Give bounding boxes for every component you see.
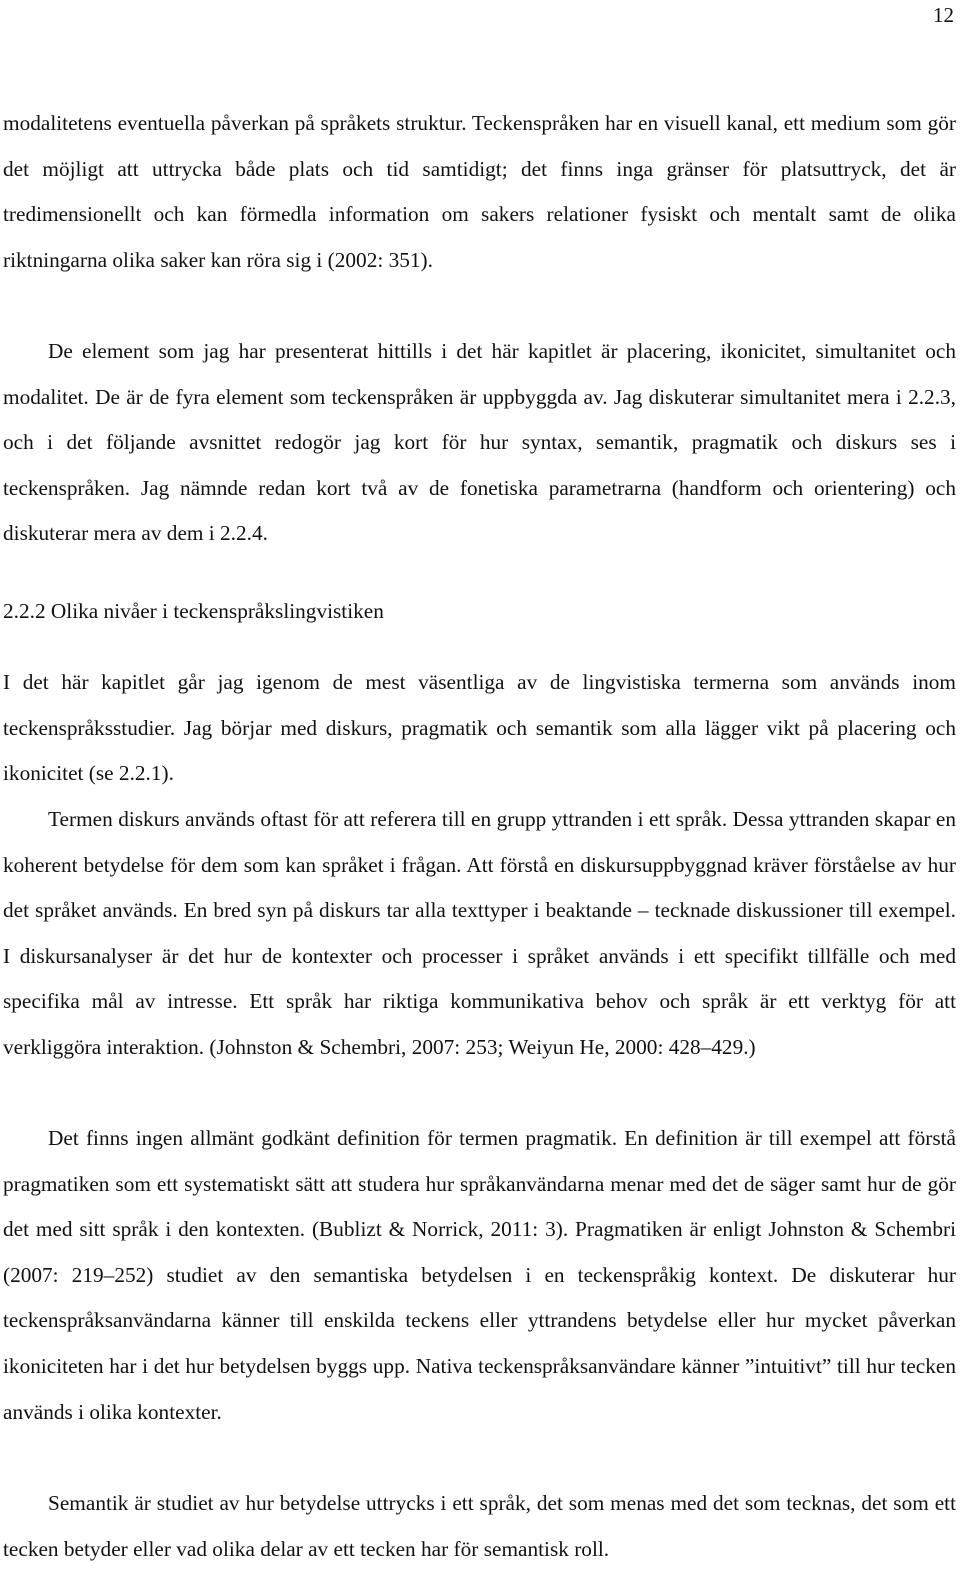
paragraph-pragmatik: Det finns ingen allmänt godkänt definition för termen pragmatik. En definition är till exempel att förstå pragmatiken som ett systematiskt sätt att studera hur språkanvändarna menar med det de säger samt hur de gör det med sitt språk i den kontexten. (Bublizt & Norrick, 2011: 3). Pragmatiken är enligt Johnston & Schembri (2007: 219–252) studiet av den semantiska betydelsen i en teckenspråkig kontext. De diskuterar hur teckenspråksanvändarna känner till enskilda teckens eller yttrandens betydelse eller hur mycket påverkan ikoniciteten har i det hur betydelsen byggs upp. Nativa teckenspråksanvändare känner ”intuitivt” till hur tecken används i olika kontexter.: [3, 1126, 956, 1424]
paragraph-elements: De element som jag har presenterat hittills i det här kapitlet är placering, ikonicitet, simultanitet och modalitet. De är de fyra element som teckenspråken är uppbyggda av. Jag diskuterar simultanitet mera i 2.2.3, och i det följande avsnittet redogör jag kort för hur syntax, semantik, pragmatik och diskurs ses i teckenspråken. Jag nämnde redan kort två av de fonetiska parametrarna (handform och orientering) och diskuterar mera av dem i 2.2.4.: [3, 339, 956, 546]
paragraph-diskurs: Termen diskurs används oftast för att referera till en grupp yttranden i ett språk. Dessa yttranden skapar en koherent betydelse för dem som kan språket i frågan. Att förstå en diskursuppbyggnad kräver förståelse av hur det språket används. En bred syn på diskurs tar alla texttyper i beaktande – tecknade diskussioner till exempel. I diskursanalyser är det hur de kontexter och processer i språket används i ett specifikt tillfälle och med specifika mål av intresse. Ett språk har riktiga kommunikativa behov och språk är ett verktyg för att verkliggöra interaktion. (Johnston & Schembri, 2007: 253; Weiyun He, 2000: 428–429.): [3, 807, 956, 1059]
paragraph-introduction: I det här kapitlet går jag igenom de mest väsentliga av de lingvistiska termerna som används inom teckenspråksstudier. Jag börjar med diskurs, pragmatik och semantik som alla lägger vikt på placering och ikonicitet (se 2.2.1).: [3, 670, 956, 786]
paragraph-semantik: Semantik är studiet av hur betydelse uttrycks i ett språk, det som menas med det som tecknas, det som ett tecken betyder eller vad olika delar av ett tecken har för semantisk roll.: [3, 1491, 956, 1561]
paragraph-continuation: modalitetens eventuella påverkan på språkets struktur. Teckenspråken har en visuell kanal, ett medium som gör det möjligt att uttrycka både plats och tid samtidigt; det finns inga gränser för platsuttryck, det är tredimensionellt och kan förmedla information om sakers relationer fysiskt och mentalt samt de olika riktningarna olika saker kan röra sig i (2002: 351).: [3, 111, 956, 272]
page-number: 12: [933, 3, 954, 27]
section-heading: 2.2.2 Olika nivåer i teckenspråkslingvistiken: [3, 599, 384, 623]
